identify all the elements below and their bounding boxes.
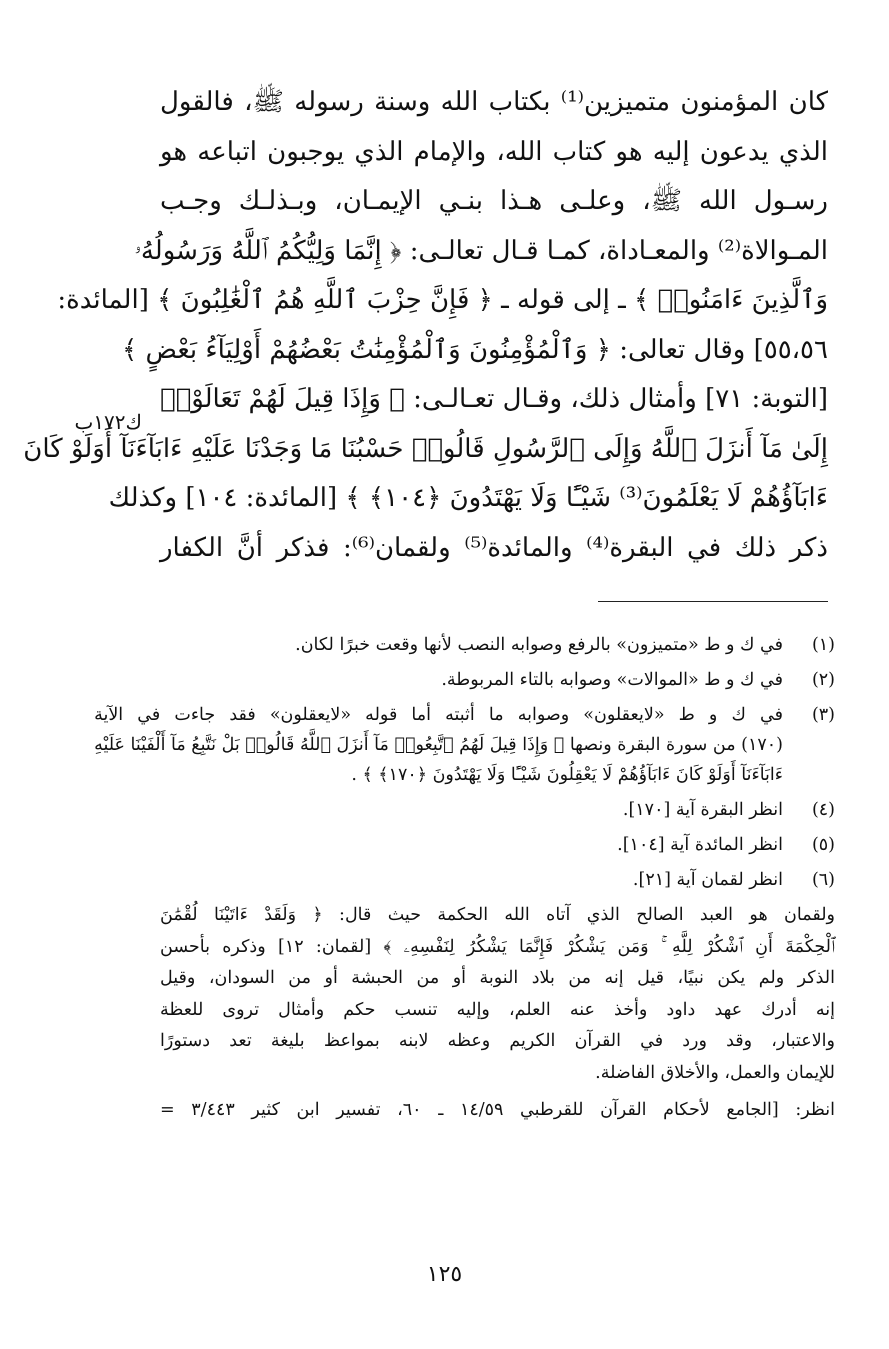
- footnote: [160, 830, 835, 860]
- footnote-number: (٥): [811, 835, 835, 855]
- continuation-line: ولقمان هو العبد الصالح الذي آتاه الله الحكمة حيث قال: ﴿ وَلَقَدْ ءَاتَيْنَا لُقْمَٰنَ: [160, 905, 835, 925]
- main-line: ذكر ذلك في البقرة⁽⁴⁾ والمائدة⁽⁵⁾ ولقمان⁽⁶⁾: فذكر أنَّ الكفار: [160, 532, 829, 563]
- footnote-text: انظر البقرة آية [١٧٠].: [622, 800, 783, 820]
- footnote-text: انظر المائدة آية [١٠٤].: [617, 835, 783, 855]
- footnote-number: (١): [811, 635, 835, 655]
- footnote-number: (٤): [811, 800, 835, 820]
- main-line: [التوبة: ٧١] وأمثال ذلك، وقـال تعـالـى: ﴿ وَإِذَا قِيلَ لَهُمْ تَعَالَوْا۟: [160, 384, 828, 414]
- footnote-separator: [598, 601, 828, 602]
- footnote: [160, 865, 835, 895]
- continuation-line: ٱلْحِكْمَةَ أَنِ ٱشْكُرْ لِلَّهِ ۚ وَمَن يَشْكُرْ فَإِنَّمَا يَشْكُرُ لِنَفْسِهِۦ ﴾ [لقمان: ١٢] وذكره بأحسن: [160, 936, 836, 957]
- continuation-line: الذكر ولم يكن نبيًا، قيل إنه من بلاد النوبة أو من الحبشة أو من السودان، وقيل: [160, 968, 835, 988]
- main-line: الذي يدعون إليه هو كتاب الله، والإمام الذي يوجبون اتباعه هو: [160, 136, 828, 167]
- footnote-text: انظر لقمان آية [٢١].: [632, 870, 783, 890]
- continuation-line: إنه أدرك عهد داود وأخذ عنه العلم، وإليه تنسب حكم وأمثال تروى للعظة: [160, 999, 835, 1020]
- footnote: [160, 795, 835, 825]
- continuation-line: للإيمان والعمل، والأخلاق الفاضلة.: [595, 1062, 835, 1083]
- main-line: ءَابَآؤُهُمْ لَا يَعْلَمُونَ⁽³⁾ شَيْـًٔا وَلَا يَهْتَدُونَ ﴿١٠٤﴾ ﴾ [المائدة: ١٠٤] وكذلك: [108, 483, 828, 513]
- footnote: [160, 665, 835, 695]
- footnote-continuation: [160, 900, 835, 1089]
- main-line: ٥٥،٥٦] وقال تعالى: ﴿ وَٱلْمُؤْمِنُونَ وَٱلْمُؤْمِنَٰتُ بَعْضُهُمْ أَوْلِيَآءُ بَعْضٍ ﴾: [121, 334, 828, 365]
- footnote-text: في ك و ط «متميزون» بالرفع وصوابه النصب لأنها وقعت خبرًا لكان.: [295, 635, 783, 655]
- continuation-line: والاعتبار، وقد ورد في القرآن الكريم وعظه لابنه بمواعظ بليغة تعد دستورًا: [160, 1031, 835, 1051]
- footnote-text: ءَابَآءَنَآ أَوَلَوْ كَانَ ءَابَآؤُهُمْ لَا يَعْقِلُونَ شَيْـًٔا وَلَا يَهْتَدُونَ ﴿١٧٠﴾ ﴾ .: [351, 765, 783, 785]
- main-line: إِلَىٰ مَآ أَنزَلَ ٱللَّهُ وَإِلَى ٱلرَّسُولِ قَالُوا۟ حَسْبُنَا مَا وَجَدْنَا عَلَيْهِ ءَابَآءَنَآ أَوَلَوْ كَانَ: [23, 433, 828, 464]
- reference-line: انظر: [الجامع لأحكام القرآن للقرطبي ١٤/٥٩ ـ ٦٠، تفسير ابن كثير ٣/٤٤٣ =: [160, 1100, 835, 1120]
- main-line: وَٱلَّذِينَ ءَامَنُوا۟ ﴾ ـ إلى قوله ـ ﴿ فَإِنَّ حِزْبَ ٱللَّهِ هُمُ ٱلْغَٰلِبُونَ ﴾ [المائدة:: [57, 285, 828, 315]
- footnotes: [94, 630, 836, 1125]
- footnote: [160, 630, 835, 660]
- footnote-number: (٣): [811, 705, 835, 725]
- footnote-text: في ك و ط «الموالات» وصوابه بالتاء المربوطة.: [441, 670, 783, 690]
- main-line: المـوالاة⁽²⁾ والمعـاداة، كمـا قـال تعالـى: ﴿ إِنَّمَا وَلِيُّكُمُ ٱللَّهُ وَرَسُولُهُۥ: [134, 235, 828, 266]
- footnote-text: في ك و ط «لايعقلون» وصوابه ما أثبته أما قوله «لايعقلون» فقد جاءت في الآية: [94, 705, 783, 725]
- main-line: كان المؤمنون متميزين⁽¹⁾ بكتاب الله وسنة رسوله ﷺ، فالقول: [160, 87, 828, 117]
- manuscript-folio-note: ك١٧٢ب: [74, 410, 142, 434]
- footnote: [94, 700, 835, 790]
- footnote-number: (٦): [811, 870, 835, 890]
- main-line: رسـول الله ﷺ، وعلـى هـذا بنـي الإيمـان، وبـذلـك وجـب: [160, 186, 828, 216]
- footnote-text: (١٧٠) من سورة البقرة ونصها ﴿ وَإِذَا قِيلَ لَهُمُ ٱتَّبِعُوا۟ مَآ أَنزَلَ ٱللَّهُ قَالُوا۟ بَلْ نَتَّبِعُ مَآ أَلْفَيْنَا عَلَيْهِ: [94, 735, 783, 755]
- page-number: ١٢٥: [426, 1262, 463, 1287]
- footnote-number: (٢): [811, 670, 835, 690]
